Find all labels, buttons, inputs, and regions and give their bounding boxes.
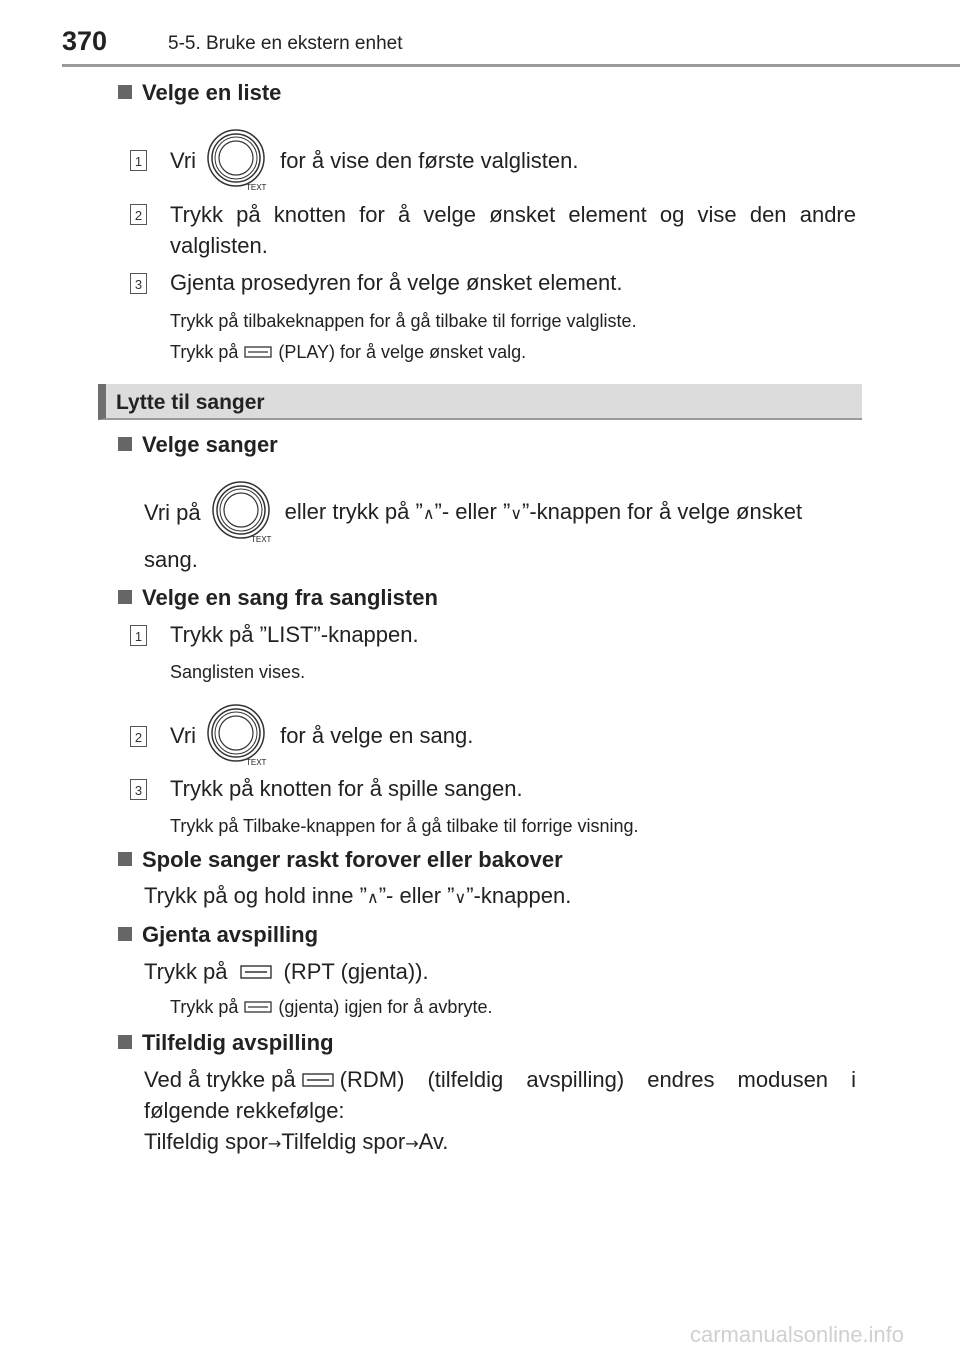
step-text: Trykk på knotten for å velge ønsket element og vise den andre [170,202,856,227]
up-arrow-icon: ∧ [422,503,435,523]
step-number: 3 [130,273,147,294]
square-bullet-icon [118,437,132,451]
svg-text:TEXT: TEXT [250,535,272,544]
chapter-title: 5-5. Bruke en ekstern enhet [168,33,403,54]
step-text: Trykk på ”LIST”-knappen. [170,622,419,647]
square-bullet-icon [118,852,132,866]
arrow-right-icon: → [405,1134,419,1153]
step-text: Vri TEXT for å vise den første valglisten. [170,128,578,192]
button-icon [240,956,272,987]
arrow-right-icon: → [267,1134,282,1153]
body-text: sang. [144,547,198,572]
button-icon [244,342,272,363]
step-number: 2 [130,204,147,225]
tune-knob-icon [206,128,270,192]
step-number: 1 [130,150,147,171]
up-arrow-icon: ∧ [366,888,379,907]
heading-spole: Spole sanger raskt forover eller bakover [118,847,563,873]
heading-tilfeldig: Tilfeldig avspilling [118,1030,334,1056]
button-icon [302,1064,334,1095]
body-text: følgende rekkefølge: [144,1098,345,1123]
body-text: Vri på TEXT eller trykk på ”∧”- eller ”∨”-knappen for å velge ønsket [144,480,856,544]
svg-text:TEXT: TEXT [246,183,267,192]
svg-text:TEXT: TEXT [246,758,267,767]
step-text: Gjenta prosedyren for å velge ønsket element. [170,270,623,295]
note-text: Trykk på Tilbake-knappen for å gå tilbake til forrige visning. [170,816,639,836]
step-text: Trykk på knotten for å spille sangen. [170,776,523,801]
note-text: Trykk på (PLAY) for å velge ønsket valg. [170,342,527,362]
heading-gjenta: Gjenta avspilling [118,922,318,948]
note-text: Trykk på (gjenta) igjen for å avbryte. [170,997,493,1017]
down-arrow-icon: ∨ [454,888,467,907]
note-text: Trykk på tilbakeknappen for å gå tilbake til forrige valgliste. [170,311,637,331]
heading-sangliste: Velge en sang fra sanglisten [118,585,438,611]
watermark: carmanualsonline.info [690,1322,905,1347]
square-bullet-icon [118,1035,132,1049]
step-number: 1 [130,625,147,646]
section-title: Lytte til sanger [116,391,265,414]
button-icon [244,997,272,1018]
step-number: 2 [130,726,147,747]
tune-knob-icon [206,703,270,767]
step-number: 3 [130,779,147,800]
square-bullet-icon [118,85,132,99]
heading-velge-en-liste: Velge en liste [118,80,281,106]
tune-knob-icon [211,480,275,544]
square-bullet-icon [118,590,132,604]
body-text: Tilfeldig spor→Tilfeldig spor→Av. [144,1129,449,1154]
header-rule [62,64,960,67]
step-text: valglisten. [170,233,268,258]
page-number: 370 [62,26,108,56]
heading-velge-sanger: Velge sanger [118,432,278,458]
square-bullet-icon [118,927,132,941]
down-arrow-icon: ∨ [510,503,523,523]
body-text: Ved å trykke på (RDM) (tilfeldig avspilling) endres modusen i [144,1064,856,1095]
body-text: Trykk på (RPT (gjenta)). [144,956,429,987]
step-text: Vri TEXT for å velge en sang. [170,703,473,767]
body-text: Trykk på og hold inne ”∧”- eller ”∨”-knappen. [144,883,572,908]
note-text: Sanglisten vises. [170,662,306,682]
